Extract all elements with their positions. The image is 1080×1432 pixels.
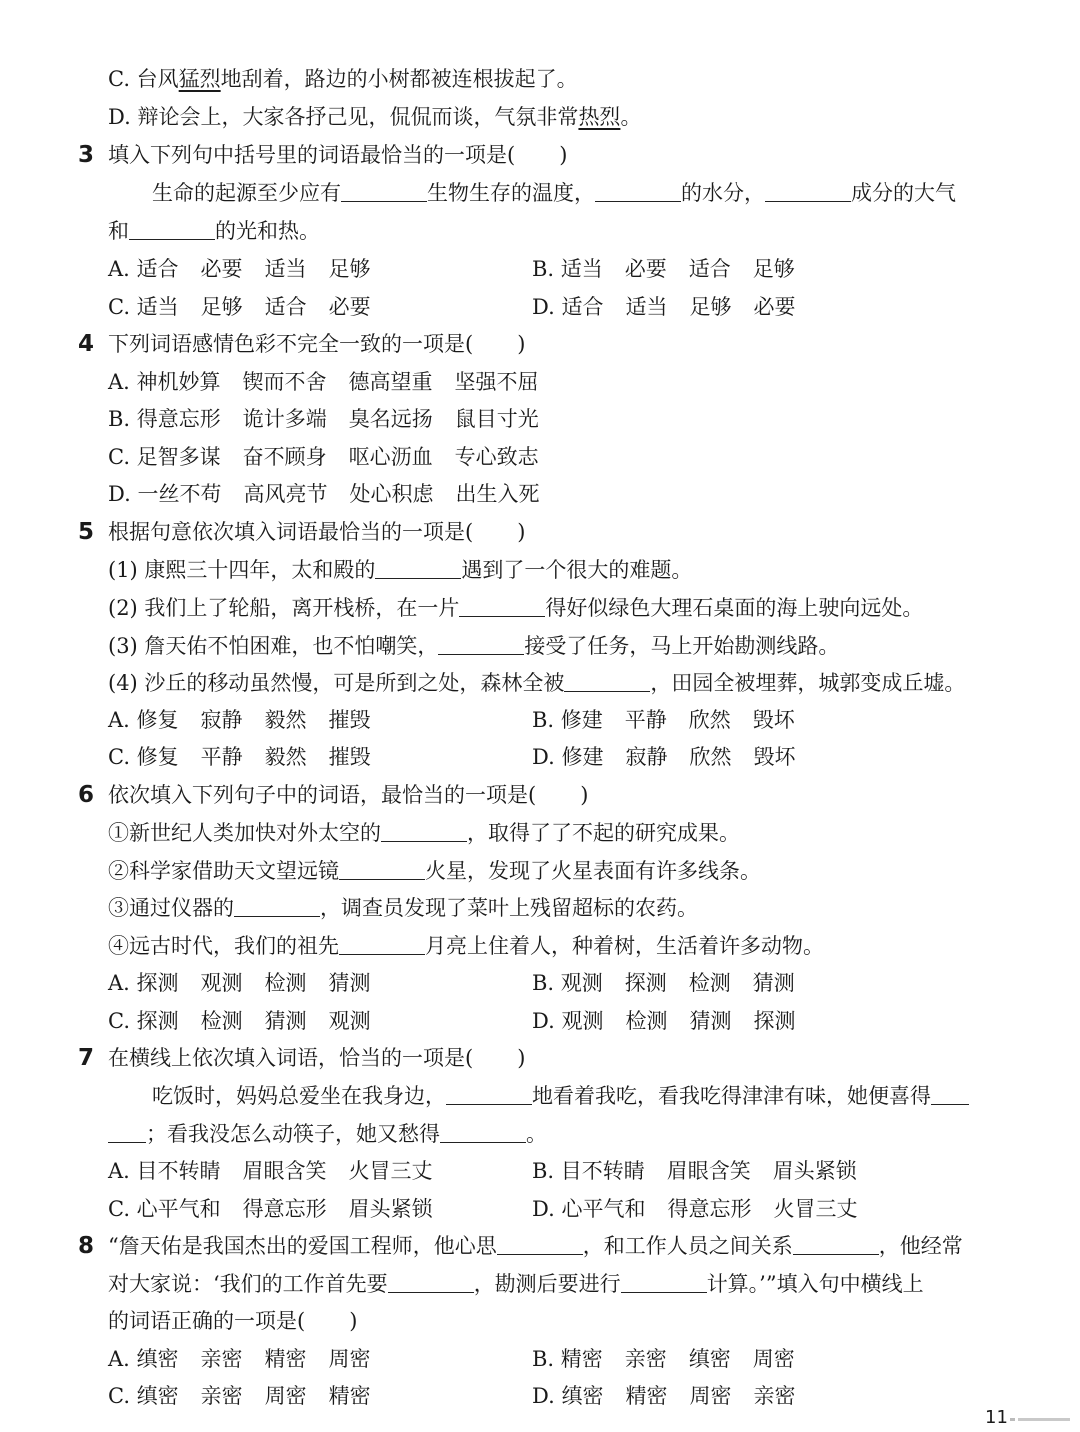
option-word: 火冒三丈 <box>348 1159 433 1183</box>
option-word: 眉头紧锁 <box>348 1197 433 1221</box>
option-text: C. 台风 <box>108 67 179 91</box>
paren-close: ) <box>517 1046 526 1070</box>
page-number: 11 <box>985 1407 1008 1428</box>
fill-blank[interactable] <box>793 1232 879 1255</box>
option-word: 毅然 <box>264 745 307 769</box>
option-word: 火冒三丈 <box>773 1197 858 1221</box>
option-word: 臭名远扬 <box>348 407 433 431</box>
option-word: 精密 <box>625 1384 668 1408</box>
fill-blank[interactable] <box>765 179 851 202</box>
passage-line <box>152 174 980 212</box>
question-number: 4 <box>78 331 95 357</box>
passage-text: 的光和热。 <box>215 219 320 243</box>
option-word: 亲密 <box>200 1384 243 1408</box>
option-word: B. 得意忘形 <box>108 407 221 431</box>
option-word: 高风亮节 <box>243 482 328 506</box>
fill-blank[interactable] <box>931 1082 969 1105</box>
option-word: 毁坏 <box>752 708 795 732</box>
fill-blank[interactable] <box>339 857 425 880</box>
option-text: 地刮着，路边的小树都被连根拔起了。 <box>220 67 578 91</box>
fill-blank[interactable] <box>234 894 320 917</box>
option-d[interactable] <box>532 1190 879 1228</box>
option-word: 适当 <box>625 295 668 319</box>
question-stem <box>108 136 980 174</box>
passage-line: ；看我没怎么动筷子，她又愁得 。 <box>108 1115 980 1153</box>
option-d[interactable] <box>532 1002 817 1040</box>
option-c[interactable] <box>108 1377 393 1415</box>
option-word: B. 修建 <box>532 708 603 732</box>
question-stem <box>108 513 980 551</box>
option-word: 平静 <box>624 708 667 732</box>
option-word: 观测 <box>328 1009 371 1033</box>
option-word: 适当 <box>264 257 307 281</box>
option-word: 出生入死 <box>455 482 540 506</box>
option-word: 猜测 <box>328 971 371 995</box>
option-word: 眉眼含笑 <box>666 1159 751 1183</box>
option-word: 精密 <box>328 1384 371 1408</box>
option-word: C. 足智多谋 <box>108 445 221 469</box>
fill-blank[interactable] <box>339 932 425 955</box>
fill-blank[interactable] <box>341 179 427 202</box>
question-number: 6 <box>78 782 95 808</box>
sentence-line: (2) 我们上了轮船，离开栈桥，在一片 得好似绿色大理石桌面的海上驶向远处。 <box>108 596 924 620</box>
option-word: 毁坏 <box>753 745 796 769</box>
option-word: B. 适当 <box>532 257 603 281</box>
option-word: A. 适合 <box>108 257 179 281</box>
question-stem: “詹天佑是我国杰出的爱国工程师，他心思 ，和工作人员之间关系 ，他经常 <box>108 1234 963 1258</box>
underlined-word: 热烈 <box>578 105 621 129</box>
question-stem <box>108 1039 980 1077</box>
sentence-line: ③通过仪器的 ，调查员发现了菜叶上残留超标的农药。 <box>108 896 698 920</box>
fill-blank[interactable] <box>459 594 545 617</box>
sentence-line: ④远古时代，我们的祖先 月亮上住着人，种着树，生活着许多动物。 <box>108 934 824 958</box>
option-word: 猜测 <box>689 1009 732 1033</box>
question-number: 7 <box>78 1045 95 1071</box>
option-c-line <box>108 60 980 98</box>
option-word: 眉头紧锁 <box>772 1159 857 1183</box>
fill-blank[interactable] <box>388 1270 474 1293</box>
stem-text: 下列词语感情色彩不完全一致的一项是( <box>108 332 474 356</box>
passage-text: 成分的大气 <box>851 181 956 205</box>
fill-blank[interactable] <box>564 669 650 692</box>
option-word: D. 一丝不苟 <box>108 482 222 506</box>
fill-blank[interactable] <box>595 179 681 202</box>
option-word: B. 目不转睛 <box>532 1159 645 1183</box>
option-word: D. 缜密 <box>532 1384 604 1408</box>
option-word: 检测 <box>688 971 731 995</box>
sentence-line: ②科学家借助天文望远镜 火星，发现了火星表面有许多线条。 <box>108 859 761 883</box>
fill-blank[interactable] <box>621 1270 707 1293</box>
option-d[interactable] <box>108 475 561 513</box>
option-word: 奋不顾身 <box>242 445 327 469</box>
passage-text: 生物生存的温度， <box>427 181 595 205</box>
fill-blank[interactable] <box>381 819 467 842</box>
option-c[interactable] <box>108 1190 455 1228</box>
option-word: D. 适合 <box>532 295 604 319</box>
option-word: 观测 <box>200 971 243 995</box>
option-word: 必要 <box>753 295 796 319</box>
option-word: 周密 <box>264 1384 307 1408</box>
option-word: 足够 <box>752 257 795 281</box>
option-d-line <box>108 98 980 136</box>
option-a[interactable] <box>108 1152 455 1190</box>
option-word: 诡计多端 <box>242 407 327 431</box>
option-word: 适合 <box>264 295 307 319</box>
option-word: 必要 <box>328 295 371 319</box>
option-b[interactable] <box>532 964 817 1002</box>
option-word: A. 修复 <box>108 708 179 732</box>
question-number: 5 <box>78 519 95 545</box>
option-word: C. 修复 <box>108 745 179 769</box>
option-word: 摧毁 <box>328 745 371 769</box>
option-a[interactable] <box>108 363 561 401</box>
option-word: 得意忘形 <box>667 1197 752 1221</box>
option-word: 德高望重 <box>348 370 433 394</box>
option-a[interactable] <box>108 964 393 1002</box>
option-b[interactable] <box>108 400 561 438</box>
option-word: 检测 <box>200 1009 243 1033</box>
paren-close: ) <box>517 520 526 544</box>
option-text: D. 辩论会上，大家各抒己见，侃侃而谈，气氛非常 <box>108 105 579 129</box>
stem-text: 在横线上依次填入词语，恰当的一项是( <box>108 1046 474 1070</box>
paren-close: ) <box>559 143 568 167</box>
option-c[interactable] <box>108 288 393 326</box>
fill-blank[interactable] <box>438 632 524 655</box>
option-word: 锲而不舍 <box>242 370 327 394</box>
option-word: 检测 <box>625 1009 668 1033</box>
option-word: 亲密 <box>200 1347 243 1371</box>
option-word: A. 目不转睛 <box>108 1159 221 1183</box>
option-word: 寂静 <box>200 708 243 732</box>
option-word: 缜密 <box>688 1347 731 1371</box>
option-word: 必要 <box>200 257 243 281</box>
passage-text: 的水分， <box>681 181 765 205</box>
sentence-line: (4) 沙丘的移动虽然慢，可是所到之处，森林全被 ，田园全被埋葬，城郭变成丘墟。 <box>108 671 966 695</box>
option-word: A. 神机妙算 <box>108 370 221 394</box>
option-word: B. 精密 <box>532 1347 603 1371</box>
option-word: D. 修建 <box>532 745 604 769</box>
passage-line <box>108 212 980 250</box>
option-word: 欣然 <box>688 708 731 732</box>
option-word: 探测 <box>753 1009 796 1033</box>
fill-blank[interactable] <box>108 1120 146 1143</box>
sentence-line: (3) 詹天佑不怕困难，也不怕嘲笑， 接受了任务，马上开始勘测线路。 <box>108 634 840 658</box>
option-word: 平静 <box>200 745 243 769</box>
option-word: 寂静 <box>625 745 668 769</box>
question-number: 3 <box>78 142 95 168</box>
option-word: D. 观测 <box>532 1009 604 1033</box>
stem-text: 根据句意依次填入词语最恰当的一项是( <box>108 520 474 544</box>
option-a[interactable] <box>108 250 393 288</box>
option-b[interactable] <box>532 1340 817 1378</box>
option-word: 适合 <box>688 257 731 281</box>
option-word: C. 缜密 <box>108 1384 179 1408</box>
option-word: 周密 <box>752 1347 795 1371</box>
option-word: 精密 <box>264 1347 307 1371</box>
option-word: 足够 <box>328 257 371 281</box>
stem-text: 依次填入下列句子中的词语，最恰当的一项是( <box>108 783 537 807</box>
option-word: C. 适当 <box>108 295 179 319</box>
question-stem <box>108 325 980 363</box>
option-word: 亲密 <box>624 1347 667 1371</box>
option-d[interactable] <box>532 288 817 326</box>
passage-text: 和 <box>108 219 129 243</box>
option-word: 欣然 <box>689 745 732 769</box>
footer-rule <box>1018 1418 1070 1421</box>
option-word: 检测 <box>264 971 307 995</box>
option-b[interactable] <box>532 250 817 288</box>
option-word: A. 探测 <box>108 971 179 995</box>
option-d[interactable] <box>532 1377 817 1415</box>
option-word: B. 观测 <box>532 971 603 995</box>
option-word: 处心积虑 <box>349 482 434 506</box>
question-stem: 对大家说：‘我们的工作首先要 ，勘测后要进行 计算。’”填入句中横线上 <box>108 1272 924 1296</box>
option-word: C. 探测 <box>108 1009 179 1033</box>
option-c[interactable] <box>108 738 393 776</box>
footer-dot <box>1010 1418 1015 1421</box>
question-number: 8 <box>78 1233 95 1259</box>
option-word: 足够 <box>200 295 243 319</box>
sentence-line: (1) 康熙三十四年，太和殿的 遇到了一个很大的难题。 <box>108 558 693 582</box>
option-word: 呕心沥血 <box>348 445 433 469</box>
option-b[interactable] <box>532 701 817 739</box>
question-stem <box>108 776 980 814</box>
option-word: A. 缜密 <box>108 1347 179 1371</box>
option-word: 鼠目寸光 <box>454 407 539 431</box>
option-a[interactable] <box>108 701 393 739</box>
option-word: D. 心平气和 <box>532 1197 646 1221</box>
fill-blank[interactable] <box>375 556 461 579</box>
option-word: 坚强不屈 <box>454 370 539 394</box>
question-stem: 的词语正确的一项是( ) <box>108 1309 358 1333</box>
option-word: 摧毁 <box>328 708 371 732</box>
option-word: 周密 <box>689 1384 732 1408</box>
fill-blank[interactable] <box>440 1120 526 1143</box>
option-word: 猜测 <box>264 1009 307 1033</box>
option-word: 探测 <box>624 971 667 995</box>
option-word: 眉眼含笑 <box>242 1159 327 1183</box>
stem-text: 填入下列句中括号里的词语最恰当的一项是( <box>108 143 516 167</box>
option-word: 周密 <box>328 1347 371 1371</box>
option-d[interactable] <box>532 738 817 776</box>
option-a[interactable] <box>108 1340 393 1378</box>
passage-text: 生命的起源至少应有 <box>152 181 341 205</box>
option-word: 足够 <box>689 295 732 319</box>
option-word: 猜测 <box>752 971 795 995</box>
option-c[interactable] <box>108 1002 393 1040</box>
sentence-line: ①新世纪人类加快对外太空的 ，取得了了不起的研究成果。 <box>108 821 740 845</box>
option-word: 亲密 <box>753 1384 796 1408</box>
fill-blank[interactable] <box>129 217 215 240</box>
passage-line: 吃饭时，妈妈总爱坐在我身边， 地看着我吃，看我吃得津津有味，她便喜得 <box>152 1077 980 1115</box>
option-text: 。 <box>620 105 642 129</box>
option-word: 毅然 <box>264 708 307 732</box>
option-b[interactable] <box>532 1152 879 1190</box>
option-word: 专心致志 <box>454 445 539 469</box>
option-word: C. 心平气和 <box>108 1197 221 1221</box>
underlined-word: 猛烈 <box>178 67 221 91</box>
option-c[interactable] <box>108 438 561 476</box>
option-word: 必要 <box>624 257 667 281</box>
paren-close: ) <box>517 332 526 356</box>
fill-blank[interactable] <box>497 1232 583 1255</box>
option-word: 得意忘形 <box>242 1197 327 1221</box>
paren-close: ) <box>580 783 589 807</box>
fill-blank[interactable] <box>446 1082 532 1105</box>
